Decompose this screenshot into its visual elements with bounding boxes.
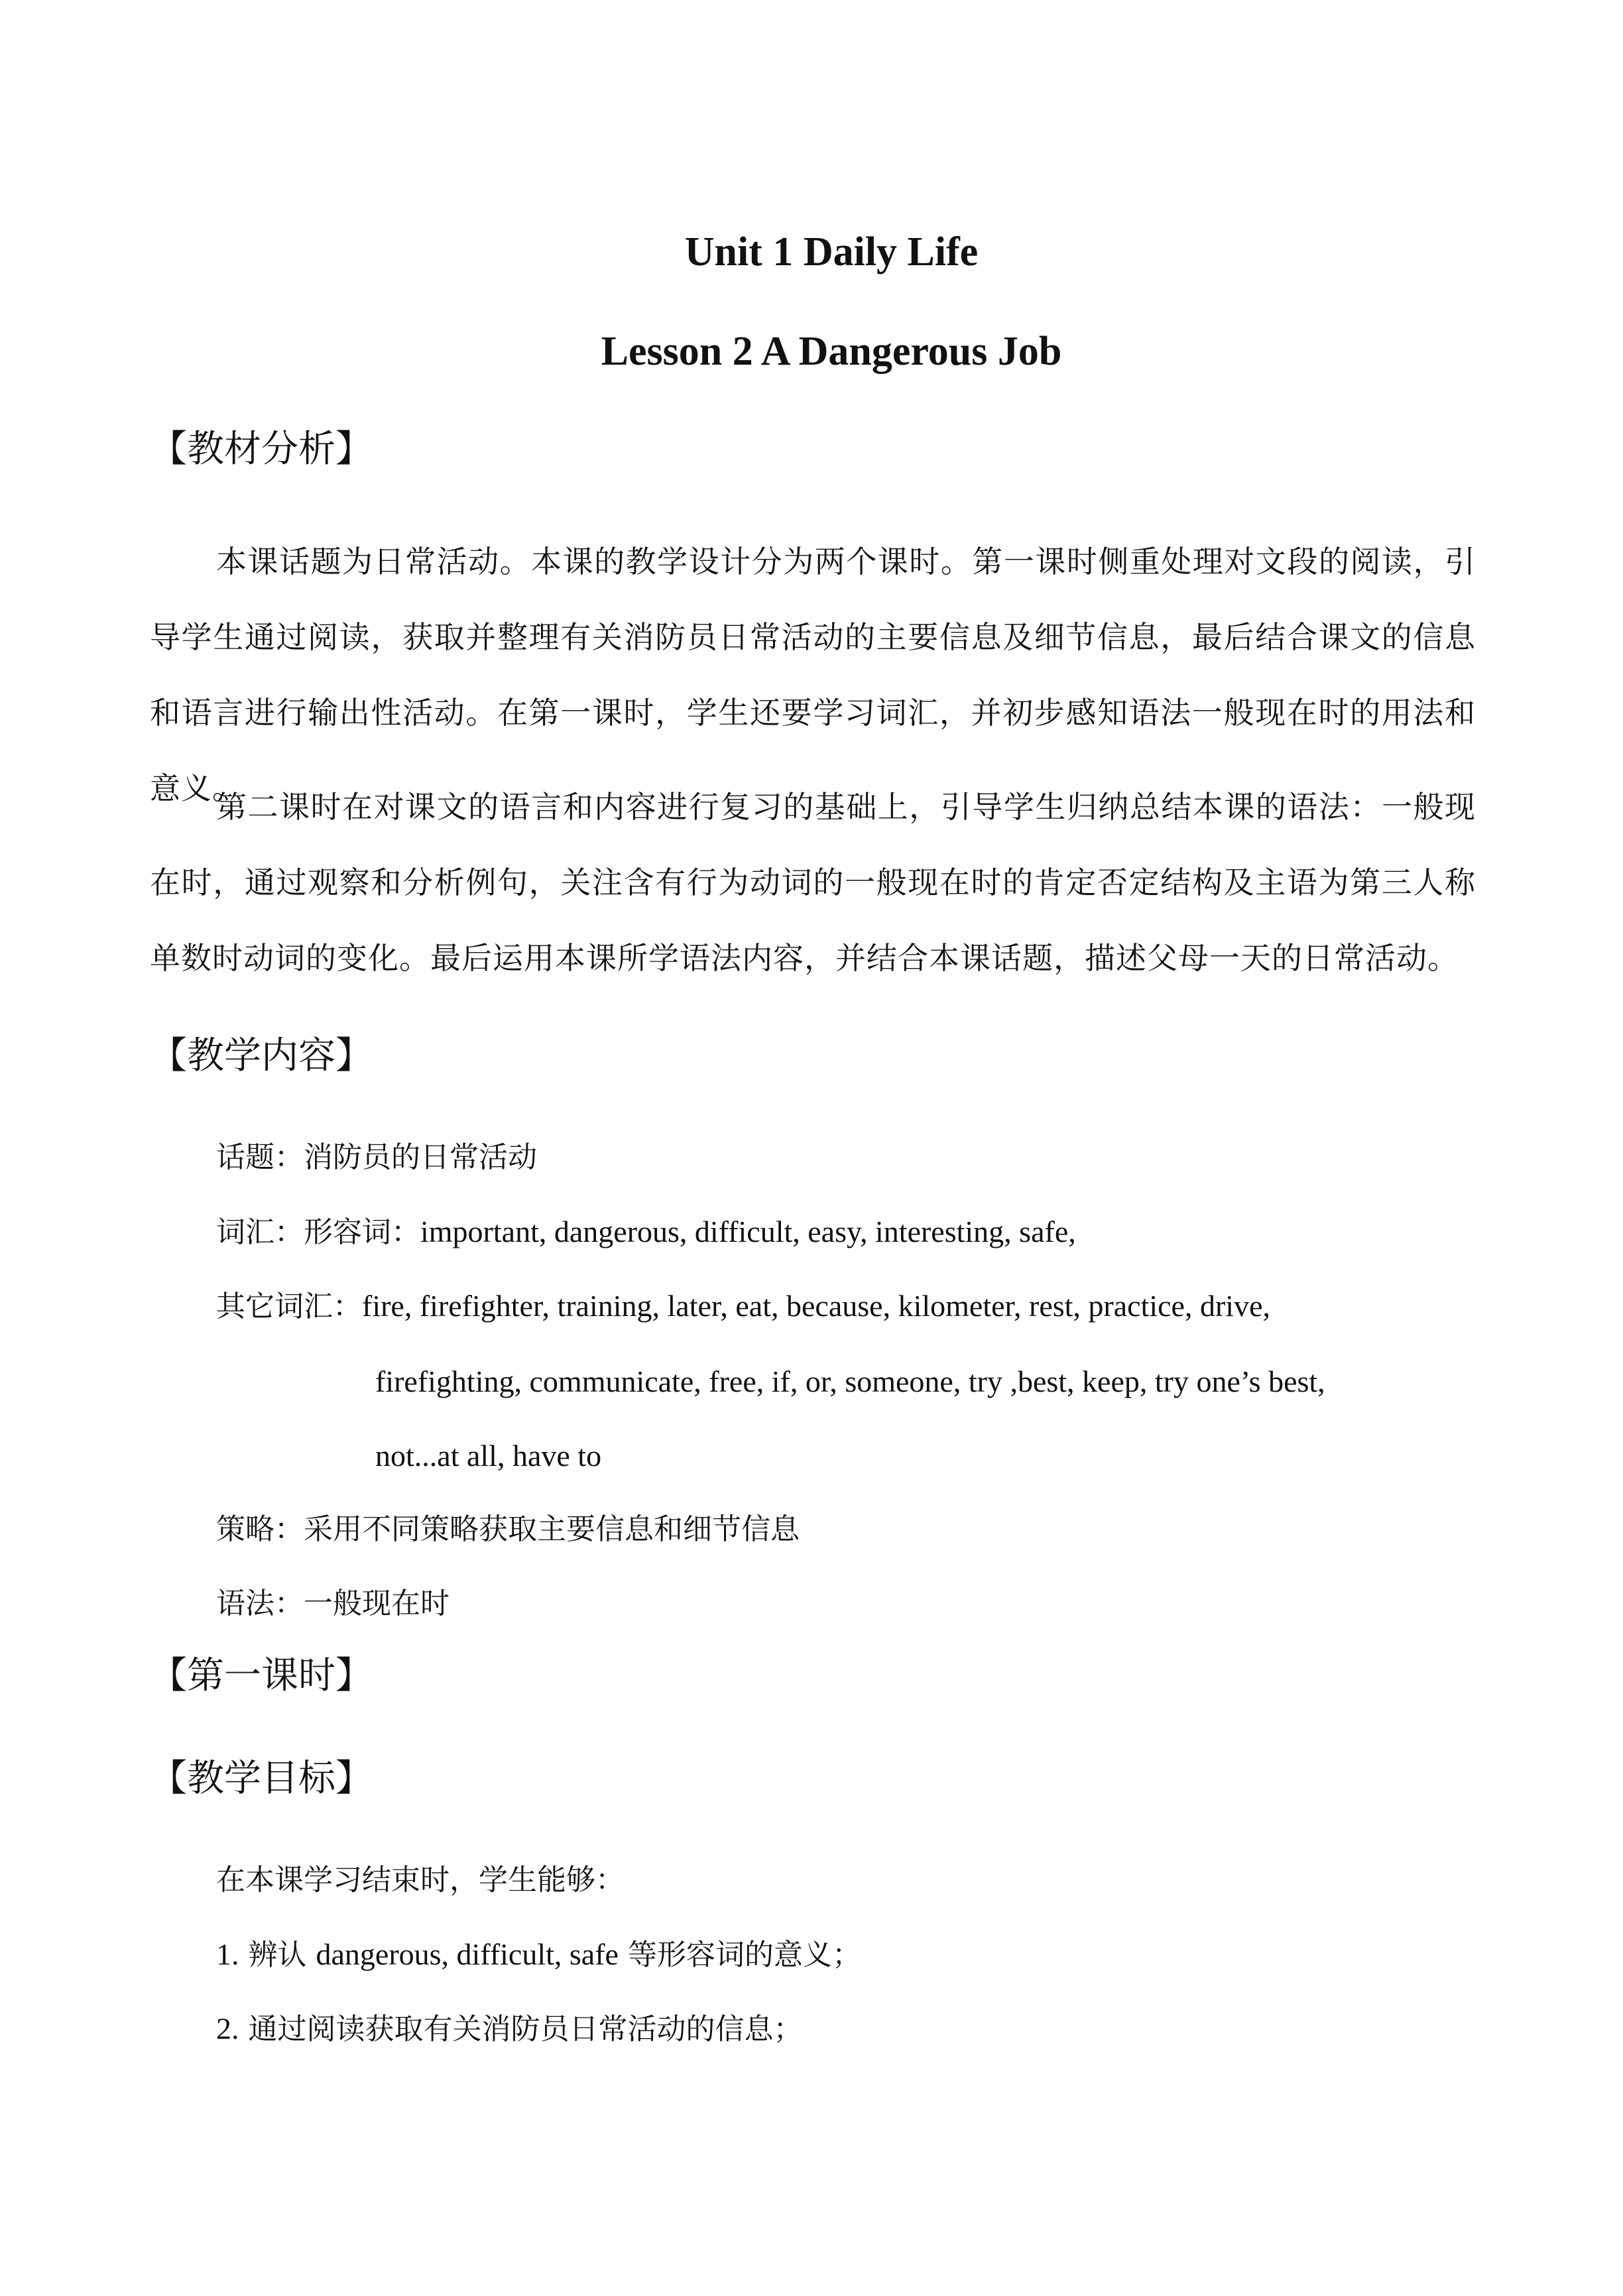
- content-topic-line: [216, 1138, 537, 1178]
- section-heading-teaching-content: 【教学内容】: [150, 1034, 373, 1077]
- section-heading-first-period: 【第一课时】: [150, 1654, 373, 1697]
- analysis-paragraph-2: 第二课时在对课文的语言和内容进行复习的基础上，引导学生归纳总结本课的语法：一般现在时，通过观察和分析例句，关注含有行为动词的一般现在时的肯定否定结构及主语为第三人称单数时动词的变化。最后运用本课所学语法内容，并结合本课话题，描述父母一天的日常活动。: [150, 789, 1476, 976]
- objective-2-text: 通过阅读获取有关消防员日常活动的信息；: [248, 2012, 803, 2046]
- analysis-paragraph-1: 本课话题为日常活动。本课的教学设计分为两个课时。第一课时侧重处理对文段的阅读，引导学生通过阅读，获取并整理有关消防员日常活动的主要信息及细节信息，最后结合课文的信息和语言进行输出性活动。在第一课时，学生还要学习词汇，并初步感知语法一般现在时的用法和意义。: [150, 544, 1476, 806]
- strategy-label: 策略：: [216, 1512, 304, 1546]
- topic-label: 话题：: [216, 1140, 304, 1174]
- vocab-value: important, dangerous, difficult, easy, interesting, safe,: [420, 1215, 1076, 1248]
- other-vocab-line-3: not...at all, have to: [375, 1439, 602, 1473]
- unit-title: Unit 1 Daily Life: [684, 229, 979, 274]
- vocab-label: 词汇：形容词：: [216, 1215, 420, 1249]
- strategy-value: 采用不同策略获取主要信息和细节信息: [304, 1512, 800, 1546]
- section-heading-teaching-objectives: 【教学目标】: [150, 1757, 373, 1800]
- section-heading-material-analysis: 【教材分析】: [150, 428, 373, 471]
- content-other-vocab-line: [216, 1286, 1270, 1327]
- content-vocab-line: [216, 1212, 1076, 1252]
- other-vocab-line-2: firefighting, communicate, free, if, or, someone, try ,best, keep, try one’s best,: [375, 1364, 1325, 1398]
- other-vocab-line-1: fire, firefighter, training, later, eat, because, kilometer, rest, practice, drive,: [362, 1289, 1270, 1323]
- objective-item-1: [216, 1935, 861, 1975]
- content-strategy-line: [216, 1510, 800, 1549]
- objective-1-post: 等形容词的意义；: [627, 1938, 861, 1972]
- grammar-label: 语法：: [216, 1587, 304, 1620]
- objectives-intro: 在本课学习结束时，学生能够：: [216, 1863, 625, 1897]
- lesson-title: Lesson 2 A Dangerous Job: [601, 329, 1062, 374]
- grammar-value: 一般现在时: [304, 1587, 450, 1620]
- objective-1-words: dangerous, difficult, safe: [316, 1937, 619, 1971]
- topic-value: 消防员的日常活动: [304, 1140, 537, 1174]
- content-grammar-line: [216, 1584, 450, 1624]
- objective-1-pre: 辨认: [248, 1938, 307, 1972]
- objective-1-number: 1.: [216, 1937, 239, 1971]
- objective-2-number: 2.: [216, 2012, 239, 2045]
- other-vocab-label: 其它词汇：: [216, 1290, 362, 1323]
- objective-item-2: [216, 2009, 803, 2049]
